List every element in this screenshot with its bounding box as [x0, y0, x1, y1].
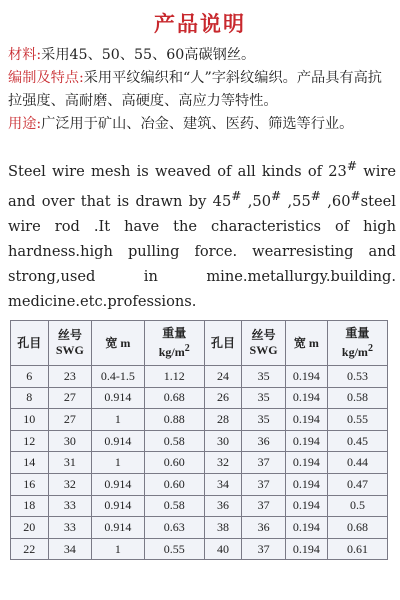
header-weight-cn: 重量	[345, 326, 370, 340]
table-cell: 34	[204, 473, 242, 495]
table-cell: 35	[242, 409, 286, 431]
table-cell: 1	[92, 452, 145, 474]
header-swg-cn: 丝号	[251, 328, 276, 342]
table-cell: 0.55	[327, 409, 387, 431]
table-body	[11, 366, 388, 560]
table-cell: 0.45	[327, 430, 387, 452]
table-row	[11, 387, 388, 409]
header-weight-unit: kg/m	[158, 345, 185, 359]
table-cell: 0.55	[144, 538, 204, 560]
table-cell: 40	[204, 538, 242, 560]
header-swg-en: SWG	[55, 343, 84, 357]
table-cell: 10	[11, 409, 49, 431]
table-row	[11, 495, 388, 517]
table-cell: 0.47	[327, 473, 387, 495]
table-cell: 16	[11, 473, 49, 495]
english-text: steel wire rod .It have the characteristics of high hardness.high pulling force. wearresisting and strong,used in mine.metallurgy.building. medicine.etc.professions.	[8, 192, 396, 310]
table-cell: 30	[48, 430, 92, 452]
table-cell: 20	[11, 517, 49, 539]
table-cell: 33	[48, 495, 92, 517]
weave-label: 编制及特点:	[8, 70, 84, 86]
table-cell: 38	[204, 517, 242, 539]
table-cell: 1	[92, 538, 145, 560]
table-row	[11, 473, 388, 495]
header-weight-sup: 2	[367, 343, 373, 354]
table-row	[11, 517, 388, 539]
table-cell: 37	[242, 473, 286, 495]
table-row	[11, 538, 388, 560]
table-cell: 0.194	[285, 517, 327, 539]
header-weight-cn: 重量	[162, 326, 187, 340]
table-cell: 0.60	[144, 452, 204, 474]
table-cell: 22	[11, 538, 49, 560]
english-paragraph	[8, 154, 396, 314]
table-cell: 35	[242, 366, 286, 388]
header-weight	[144, 321, 204, 366]
table-cell: 0.44	[327, 452, 387, 474]
english-text: ,50	[241, 192, 271, 210]
table-cell: 0.60	[144, 473, 204, 495]
table-row	[11, 366, 388, 388]
english-text: ,60	[320, 192, 351, 210]
table-cell: 0.61	[327, 538, 387, 560]
usage-text: 广泛用于矿山、冶金、建筑、医药、筛选等行业。	[41, 116, 354, 132]
table-row	[11, 452, 388, 474]
table-cell: 27	[48, 387, 92, 409]
table-cell: 0.194	[285, 430, 327, 452]
spec-table	[10, 320, 388, 560]
table-row	[11, 430, 388, 452]
grade-mark: #	[346, 159, 357, 173]
header-weight-unit: kg/m	[341, 345, 368, 359]
table-cell: 0.68	[327, 517, 387, 539]
table-cell: 1	[92, 409, 145, 431]
english-text: Steel wire mesh is weaved of all kinds of 23	[8, 162, 347, 180]
table-cell: 23	[48, 366, 92, 388]
table-cell: 0.194	[285, 387, 327, 409]
table-cell: 0.58	[144, 430, 204, 452]
weave-line	[8, 67, 394, 113]
table-header-row	[11, 321, 388, 366]
header-weight-sup: 2	[184, 343, 190, 354]
table-cell: 14	[11, 452, 49, 474]
table-cell: 0.194	[285, 366, 327, 388]
table-cell: 37	[242, 538, 286, 560]
header-width: 宽 m	[92, 321, 145, 366]
material-label: 材料:	[8, 47, 42, 63]
table-cell: 0.194	[285, 409, 327, 431]
english-description	[8, 154, 396, 314]
header-mesh: 孔目	[11, 321, 49, 366]
table-cell: 0.63	[144, 517, 204, 539]
usage-label: 用途:	[8, 116, 42, 132]
grade-mark: #	[350, 188, 361, 203]
table-row	[11, 409, 388, 431]
table-cell: 0.58	[327, 387, 387, 409]
table-cell: 36	[204, 495, 242, 517]
table-cell: 36	[242, 430, 286, 452]
grade-mark: #	[310, 188, 321, 203]
table-cell: 33	[48, 517, 92, 539]
table-cell: 0.194	[285, 495, 327, 517]
table-cell: 0.914	[92, 517, 145, 539]
table-cell: 27	[48, 409, 92, 431]
table-cell: 24	[204, 366, 242, 388]
table-cell: 0.4-1.5	[92, 366, 145, 388]
table-cell: 35	[242, 387, 286, 409]
english-text: wire and over that is drawn by 45	[8, 162, 396, 210]
table-cell: 0.194	[285, 473, 327, 495]
table-cell: 0.194	[285, 538, 327, 560]
grade-mark: #	[270, 188, 282, 203]
table-cell: 0.914	[92, 430, 145, 452]
table-cell: 31	[48, 452, 92, 474]
table-cell: 0.88	[144, 409, 204, 431]
header-swg-cn: 丝号	[57, 328, 82, 342]
material-text: 采用45、50、55、60高碳钢丝。	[41, 47, 256, 63]
header-swg	[48, 321, 92, 366]
table-cell: 37	[242, 452, 286, 474]
spec-table-container	[10, 320, 388, 560]
table-cell: 37	[242, 495, 286, 517]
table-cell: 8	[11, 387, 49, 409]
english-text: ,55	[281, 192, 311, 210]
table-cell: 34	[48, 538, 92, 560]
table-cell: 32	[48, 473, 92, 495]
header-width: 宽 m	[285, 321, 327, 366]
weave-text: 采用平纹编织和“人”字斜纹编织。产品具有高抗拉强度、高耐磨、高硬度、高应力等特性。	[8, 70, 382, 109]
grade-mark: #	[231, 188, 242, 203]
table-cell: 0.68	[144, 387, 204, 409]
table-cell: 0.194	[285, 452, 327, 474]
header-weight	[327, 321, 387, 366]
table-cell: 26	[204, 387, 242, 409]
chinese-description	[8, 44, 394, 136]
table-cell: 12	[11, 430, 49, 452]
table-cell: 0.914	[92, 473, 145, 495]
table-cell: 32	[204, 452, 242, 474]
header-swg-en: SWG	[249, 343, 278, 357]
table-cell: 28	[204, 409, 242, 431]
table-cell: 0.58	[144, 495, 204, 517]
usage-line	[8, 113, 394, 136]
table-cell: 18	[11, 495, 49, 517]
table-cell: 0.5	[327, 495, 387, 517]
table-cell: 6	[11, 366, 49, 388]
table-cell: 0.53	[327, 366, 387, 388]
header-swg	[242, 321, 286, 366]
table-cell: 30	[204, 430, 242, 452]
header-mesh: 孔目	[204, 321, 242, 366]
table-cell: 0.914	[92, 387, 145, 409]
material-line	[8, 44, 394, 67]
table-cell: 1.12	[144, 366, 204, 388]
table-cell: 0.914	[92, 495, 145, 517]
table-cell: 36	[242, 517, 286, 539]
page-title: 产品说明	[154, 11, 246, 36]
